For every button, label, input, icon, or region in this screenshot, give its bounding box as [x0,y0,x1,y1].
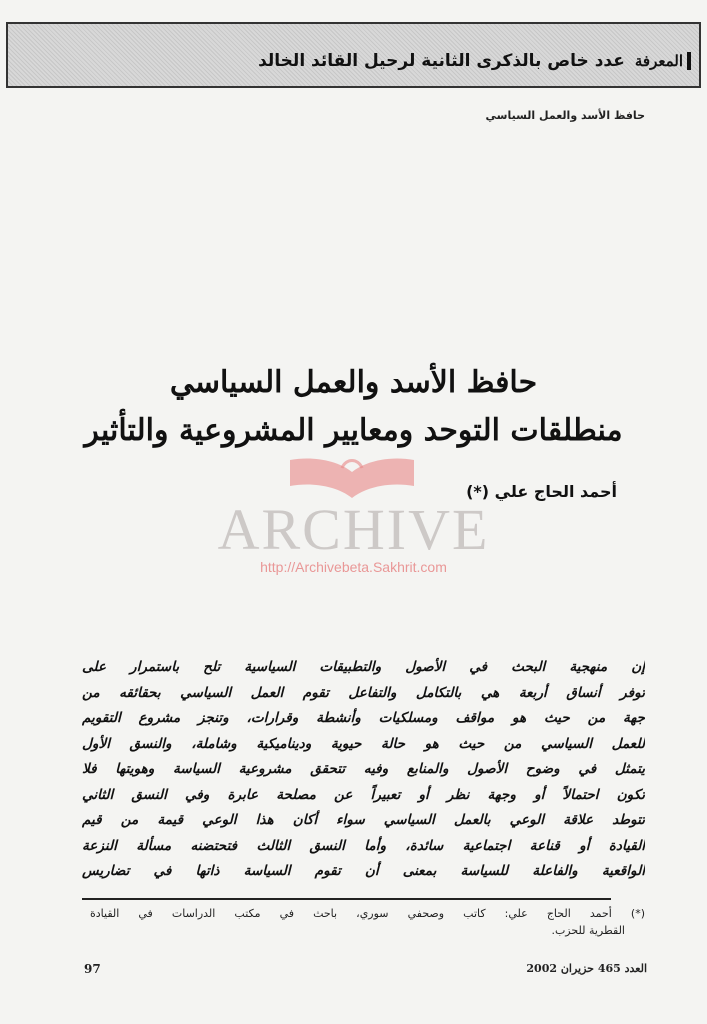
article-title: حافظ الأسد والعمل السياسي [169,365,538,400]
body-line: جهة من حيث هو مواقف ومسلكيات وأنشطة وقرارات، وتنجز مشروع التقويم [82,710,645,726]
article-body [82,655,645,885]
footnote [90,905,645,939]
author-name: أحمد الحاج علي (*) [466,482,617,501]
article-subtitle: منطلقات التوحد ومعايير المشروعية والتأثير [84,413,623,448]
body-line: توفر أنساق أربعة هي بالتكامل والتفاعل تقوم العمل السياسي بحقائقه من [82,684,645,701]
body-line: يتمثل في وضوح الأصول والمنابع وفيه تتحقق مشروعية السياسة وهويتها فلا [82,761,645,777]
running-head: حافظ الأسد والعمل السياسي [485,109,645,122]
body-line: تتوطد علاقة الوعي بالعمل السياسي سواء أكان هذا الوعي قيمة من قيم [82,812,645,828]
body-line: الواقعية والفاعلة للسياسة بمعنى أن تقوم السياسة ذاتها في تضاريس [82,863,645,879]
magazine-header-band [6,22,701,88]
special-issue-banner: عدد خاص بالذكرى الثانية لرحيل القائد الخالد [258,51,625,71]
body-line: تكون احتمالاً أو وجهة نظر أو تعبيراً عن مصلحة عابرة وفي النسق الثاني [82,786,645,803]
body-line: القيادة أو قناعة اجتماعية سائدة، وأما النسق الثالث فتحتضنه مسألة النزعة [82,837,645,854]
body-line: للعمل السياسي من حيث هو حالة حيوية وديناميكية وشاملة، والنسق الأول [82,735,645,752]
footnote-line: القطرية للحزب. [551,924,625,937]
archive-watermark-url: http://Archivebeta.Sakhrit.com [260,559,447,575]
footer-issue-info: العدد 465 حزيران 2002 [526,962,647,975]
magazine-logo: المعرفة [635,52,691,70]
archive-watermark: ARCHIVE [217,497,490,562]
footnote-divider [82,898,611,900]
footnote-line: (*) أحمد الحاج علي: كاتب وصحفي سوري، باحث في مكتب الدراسات في القيادة [90,907,645,920]
page-number: 97 [84,962,101,976]
body-line: إن منهجية البحث في الأصول والتطبيقات السياسية تلح باستمرار على [82,659,645,675]
